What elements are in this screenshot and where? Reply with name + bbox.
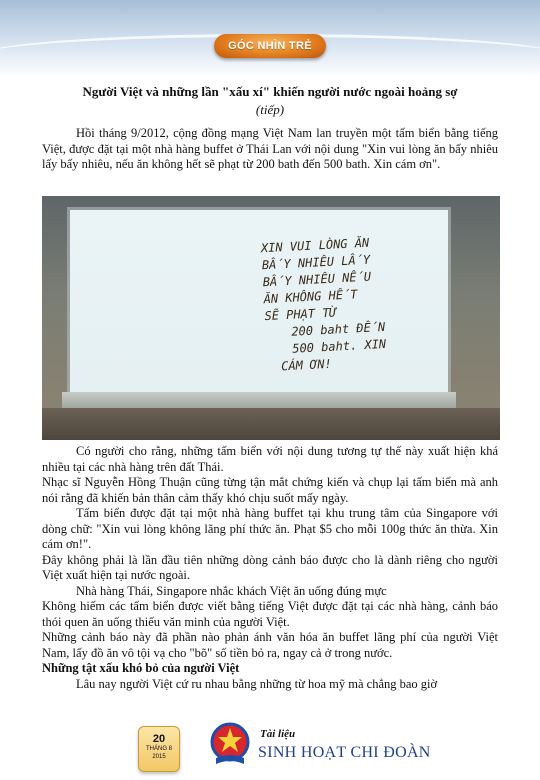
handwritten-line: CÁM ƠN! xyxy=(280,356,333,374)
issue-month: THÁNG 8 xyxy=(145,746,172,752)
handwritten-line: BẤY NHIÊU NẾU xyxy=(262,269,372,290)
article-subtitle: (tiếp) xyxy=(255,102,285,117)
youth-union-emblem-icon xyxy=(210,722,250,766)
header-band xyxy=(0,0,540,78)
handwritten-line: ĂN KHÔNG HẾT xyxy=(263,287,358,307)
footer-label: Tài liệu xyxy=(260,728,296,740)
handwritten-line: BẤY NHIÊU LẤY xyxy=(261,252,371,273)
body-paragraph: Đây không phải là lần đầu tiên những dòng cảnh báo được cho là dành riêng cho người Việt xuất hiện tại nước ngoài. xyxy=(42,552,498,582)
body-paragraph: Nhà hàng Thái, Singapore nhắc khách Việt ăn uống đúng mực xyxy=(76,583,387,598)
section-tag-label: GÓC NHÌN TRẺ xyxy=(228,40,312,52)
body-paragraph: Những cảnh báo này đã phần nào phản ánh văn hóa ăn buffet lãng phí của người Việt Nam, lấy đồ ăn vô tội vạ cho "bõ" số tiền bỏ ra, ngay cả ở trong nước. xyxy=(42,630,498,660)
footer-title: SINH HOẠT CHI ĐOÀN xyxy=(258,744,431,761)
section-subheading: Những tật xấu khó bỏ của người Việt xyxy=(42,661,240,675)
article-title: Người Việt và những lần "xấu xí" khiến người nước ngoài hoảng sợ xyxy=(82,84,458,99)
handwritten-line: SẼ PHẠT TỪ xyxy=(264,305,338,324)
handwritten-line: 200 baht ĐẾN xyxy=(291,319,386,339)
sign-photo xyxy=(42,196,500,440)
issue-number: 20 xyxy=(152,733,166,745)
handwritten-notice xyxy=(261,232,428,376)
body-paragraph: Có người cho rằng, những tấm biển với nội dung tương tự thế này xuất hiện khá nhiều tại các nhà hàng trên đất Thái. xyxy=(42,444,498,474)
body-paragraph: Không hiếm các tấm biển được viết bằng tiếng Việt được đặt tại các nhà hàng, cảnh báo thói quen ăn uống thiếu văn minh của người Việt. xyxy=(42,599,498,629)
handwritten-line: 500 baht. XIN xyxy=(291,336,387,356)
handwritten-line: XIN VUI LÒNG ĂN xyxy=(260,235,370,256)
intro-paragraph: Hồi tháng 9/2012, cộng đồng mạng Việt Nam lan truyền một tấm biển bằng tiếng Việt, được đặt tại một nhà hàng buffet ở Thái Lan với nội dung "Xin vui lòng ăn bấy nhiêu lấy bấy nhiêu, nếu ăn không hết sẽ phạt từ 200 bath đến 500 bath. Xin cám ơn". xyxy=(42,126,498,171)
body-paragraph: Nhạc sĩ Nguyễn Hồng Thuận cũng từng tận mắt chứng kiến và chụp lại tấm biển mà anh nói rằng đã khiến bản thân cảm thấy khó chịu suốt mấy ngày. xyxy=(42,475,498,505)
article-body xyxy=(42,444,498,692)
section-tag xyxy=(214,34,326,58)
body-paragraph: Tấm biển được đặt tại một nhà hàng buffet tại khu trung tâm của Singapore với dòng chữ: "Xin vui lòng không lãng phí thức ăn. Phạt $5 cho mỗi 100g thức ăn thừa. Xin cám ơn!". xyxy=(42,506,498,551)
issue-badge xyxy=(138,726,180,772)
issue-year: 2015 xyxy=(152,754,166,760)
body-paragraph: Lâu nay người Việt cứ ru nhau bằng những từ hoa mỹ mà chẳng bao giờ xyxy=(76,676,438,691)
table-surface xyxy=(42,408,500,440)
